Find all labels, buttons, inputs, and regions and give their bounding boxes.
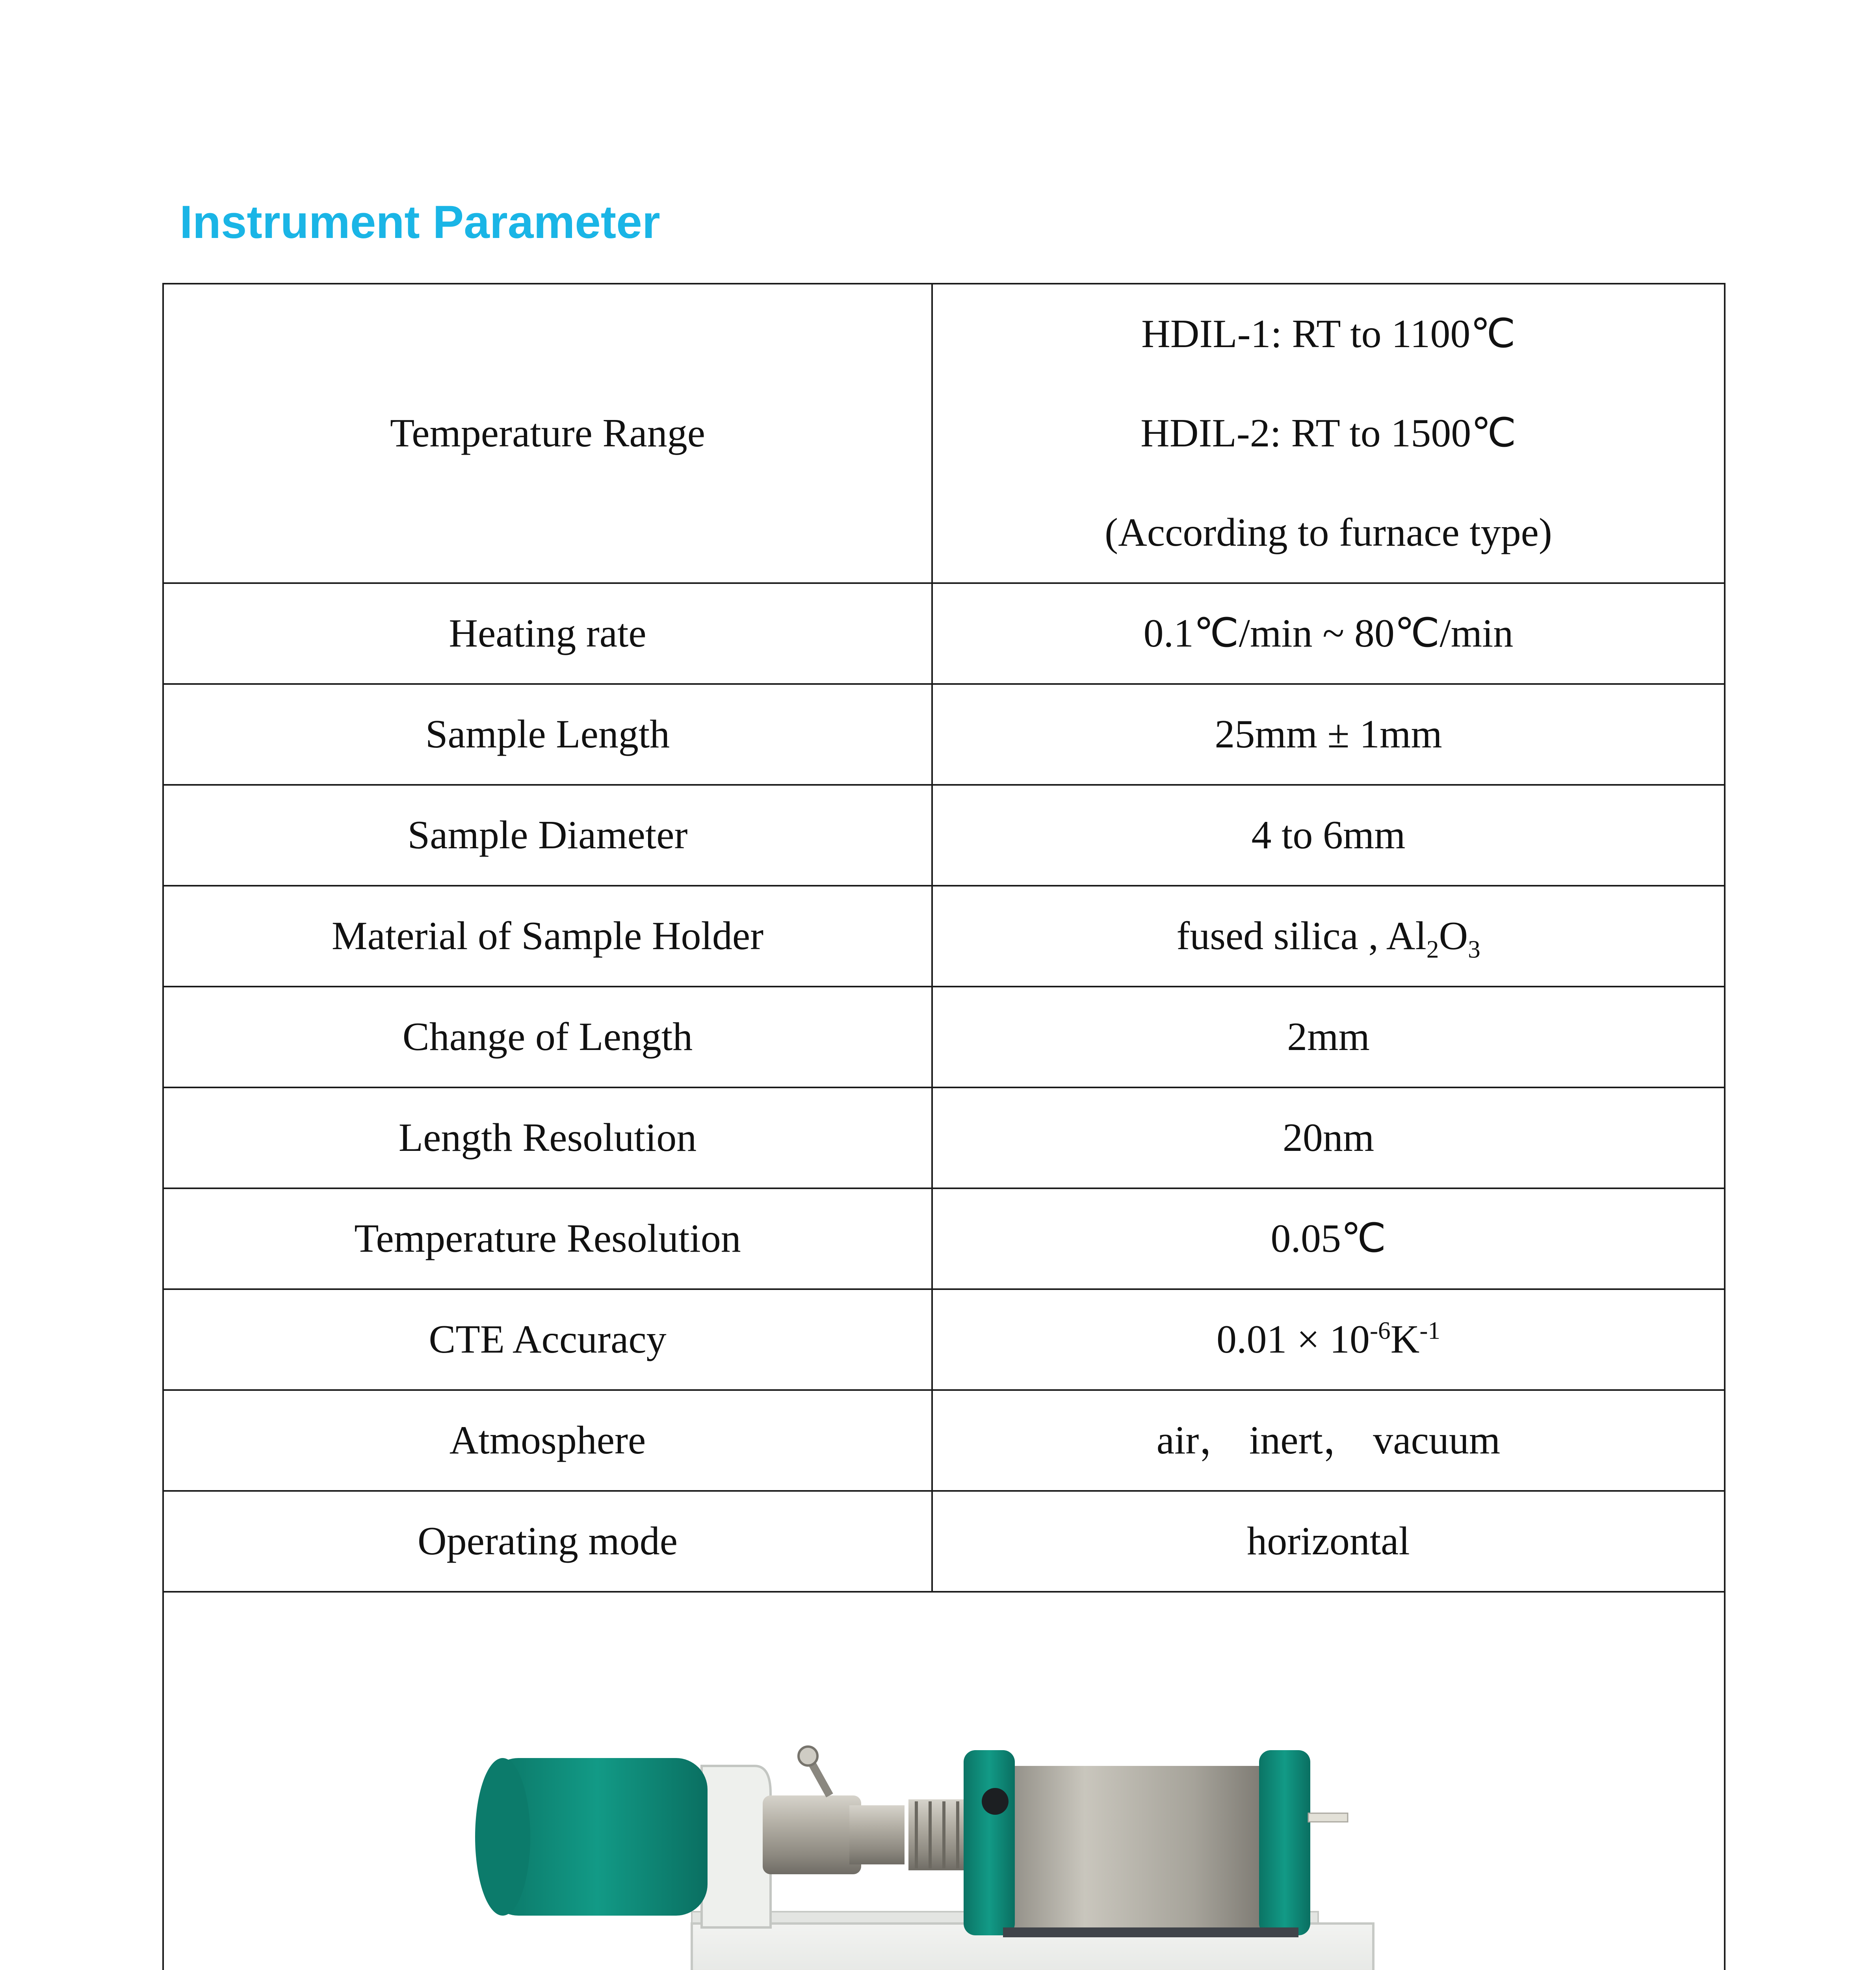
param-label: Temperature Resolution xyxy=(164,1188,932,1289)
table-row xyxy=(164,284,1724,583)
table-row xyxy=(164,1289,1724,1390)
param-value: air， inert， vacuum xyxy=(932,1390,1724,1491)
subscript: 3 xyxy=(1468,935,1480,963)
param-value: 25mm ± 1mm xyxy=(932,684,1724,785)
subscript: 2 xyxy=(1426,935,1439,963)
param-value-line: HDIL-1: RT to 1100℃ xyxy=(1141,312,1516,356)
param-label: Atmosphere xyxy=(164,1390,932,1491)
value-text: 0.01 × 10 xyxy=(1216,1317,1370,1362)
table-row xyxy=(164,684,1724,785)
param-value: 2mm xyxy=(932,987,1724,1087)
table-row xyxy=(164,1390,1724,1491)
superscript: -6 xyxy=(1369,1316,1391,1344)
table-row xyxy=(164,1491,1724,1592)
param-value: horizontal xyxy=(932,1491,1724,1592)
table-row xyxy=(164,785,1724,886)
table-row xyxy=(164,1188,1724,1289)
param-label: Length Resolution xyxy=(164,1087,932,1188)
param-label: Sample Diameter xyxy=(164,785,932,886)
param-label: Temperature Range xyxy=(164,284,932,583)
param-value-line: (According to furnace type) xyxy=(1105,510,1552,555)
value-text: fused silica , Al xyxy=(1176,913,1427,958)
param-value: 4 to 6mm xyxy=(932,785,1724,886)
param-value xyxy=(932,1289,1724,1390)
param-value xyxy=(932,886,1724,987)
table-row xyxy=(164,886,1724,987)
param-value: 0.05℃ xyxy=(932,1188,1724,1289)
superscript: -1 xyxy=(1419,1316,1441,1344)
param-value xyxy=(932,284,1724,583)
param-label: CTE Accuracy xyxy=(164,1289,932,1390)
page-title: Instrument Parameter xyxy=(180,196,660,248)
param-value: 0.1℃/min ~ 80℃/min xyxy=(932,583,1724,684)
table-row xyxy=(164,987,1724,1087)
param-label: Operating mode xyxy=(164,1491,932,1592)
param-value-line: HDIL-2: RT to 1500℃ xyxy=(1140,411,1516,455)
value-text: K xyxy=(1390,1317,1420,1362)
param-label: Sample Length xyxy=(164,684,932,785)
table-row xyxy=(164,583,1724,684)
value-text: O xyxy=(1439,913,1468,958)
param-label: Material of Sample Holder xyxy=(164,886,932,987)
dilatometer-instrument-photo xyxy=(164,1581,1724,1970)
param-value: 20nm xyxy=(932,1087,1724,1188)
table-row xyxy=(164,1087,1724,1188)
parameter-table-frame xyxy=(162,283,1726,1970)
parameter-table xyxy=(164,284,1724,1593)
param-label: Heating rate xyxy=(164,583,932,684)
param-label: Change of Length xyxy=(164,987,932,1087)
